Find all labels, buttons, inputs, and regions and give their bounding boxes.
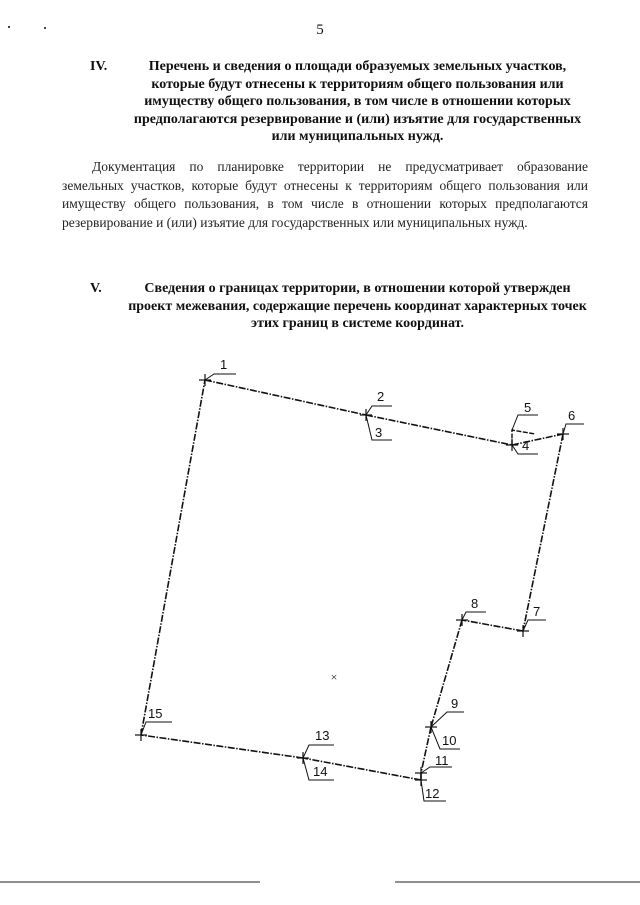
- label-leader: [512, 415, 538, 430]
- boundary-labels: [141, 357, 584, 801]
- boundary-segment: [421, 727, 431, 773]
- page-number: 5: [316, 22, 324, 38]
- boundary-segment: [141, 735, 303, 758]
- point-label-4: 4: [522, 438, 530, 453]
- label-leader: [303, 745, 334, 758]
- center-mark: ×: [330, 670, 338, 684]
- label-leader: [523, 620, 546, 631]
- boundary-segment: [512, 434, 563, 445]
- label-leader: [141, 722, 172, 735]
- section-iv-number: IV.: [90, 59, 108, 74]
- point-label-3: 3: [375, 425, 383, 440]
- point-label-13: 13: [315, 728, 330, 743]
- point-label-15: 15: [148, 706, 163, 721]
- section-iv-body: Документация по планировке территории не предусматривает образование земельных участков, которые будут отнесены к территориям общего пользования или имуществу общего пользования, в том числе в отношении которых предполагаются резервирование и (или) изъятие для государственных или муниципальных нужд.: [62, 159, 588, 230]
- point-label-5: 5: [524, 400, 532, 415]
- label-leader: [431, 712, 464, 727]
- boundary-segment: [462, 620, 523, 631]
- label-leader: [563, 424, 584, 434]
- section-iv-title: Перечень и сведения о площади образуемых земельных участков, которые будут отнесены к территориям общего пользования или имуществу общего пользования, в том числе в отношении которых предполагаются резервирование и (или) изъятие для государственных или муниципальных нужд.: [133, 59, 582, 144]
- label-leader: [366, 406, 392, 415]
- point-label-10: 10: [442, 733, 457, 748]
- point-label-9: 9: [451, 696, 459, 711]
- boundary-segment: [141, 380, 205, 735]
- point-label-8: 8: [471, 596, 479, 611]
- point-label-7: 7: [533, 604, 541, 619]
- boundary-edges: [141, 380, 563, 780]
- point-label-1: 1: [220, 357, 228, 372]
- boundary-points: [135, 374, 569, 786]
- point-label-11: 11: [435, 753, 449, 768]
- boundary-segment: [523, 434, 563, 631]
- point-label-14: 14: [313, 764, 328, 779]
- point-label-6: 6: [568, 408, 576, 423]
- point-label-2: 2: [377, 389, 385, 404]
- boundary-segment: [205, 380, 366, 415]
- point-label-12: 12: [425, 786, 440, 801]
- section-v-number: V.: [90, 281, 102, 296]
- label-leader: [462, 612, 486, 620]
- label-leader: [205, 374, 236, 380]
- section-v-title: Сведения о границах территории, в отношении которой утвержден проект межевания, содержащие перечень координат характерных точек этих границ в системе координат.: [128, 281, 587, 331]
